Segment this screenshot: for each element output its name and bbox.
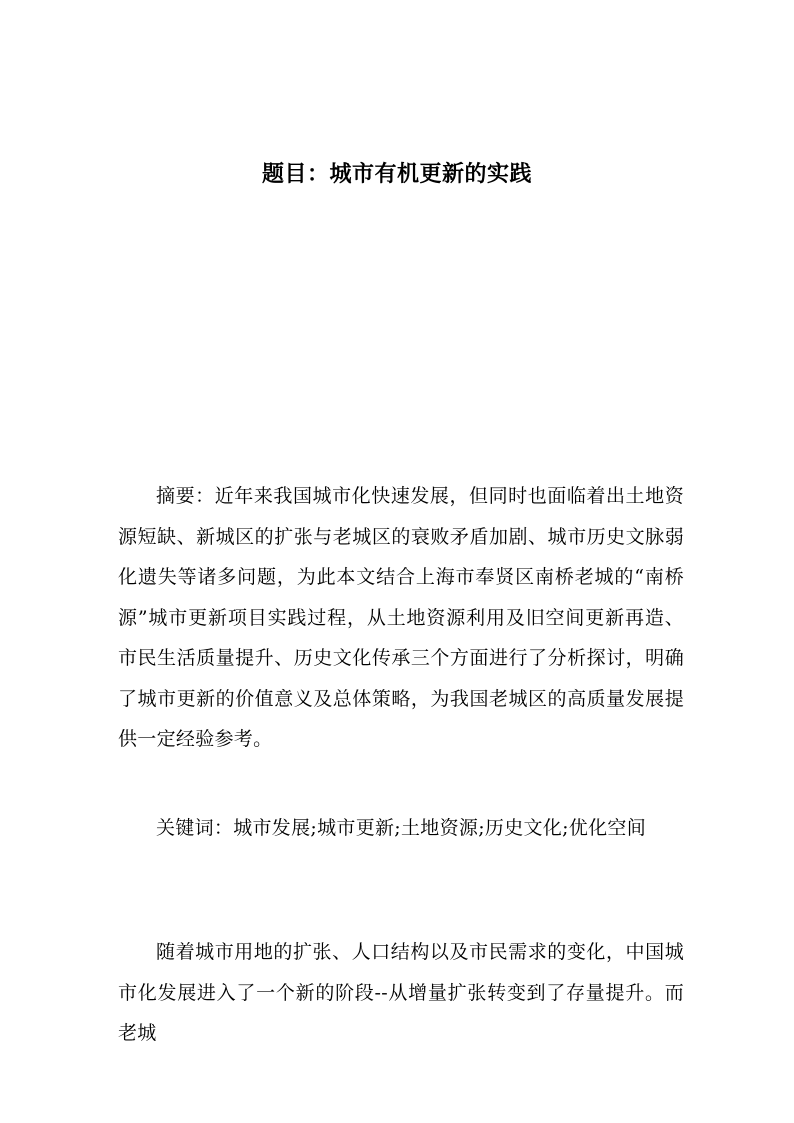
body-paragraph: 随着城市用地的扩张、人口结构以及市民需求的变化，中国城市化发展进入了一个新的阶段--从增量扩张转变到了存量提升。而老城 bbox=[118, 941, 684, 1044]
page-title: 题目：城市有机更新的实践 bbox=[261, 162, 532, 187]
abstract-paragraph: 摘要：近年来我国城市化快速发展，但同时也面临着出土地资源短缺、新城区的扩张与老城区的衰败矛盾加剧、城市历史文脉弱化遗失等诸多问题，为此本文结合上海市奉贤区南桥老城的“南桥源”城市更新项目实践过程，从土地资源利用及旧空间更新再造、市民生活质量提升、历史文化传承三个方面进行了分析探讨，明确了城市更新的价值意义及总体策略，为我国老城区的高质量发展提供一定经验参考。 bbox=[118, 485, 684, 750]
keywords-paragraph: 关键词：城市发展;城市更新;土地资源;历史文化;优化空间 bbox=[156, 817, 647, 839]
